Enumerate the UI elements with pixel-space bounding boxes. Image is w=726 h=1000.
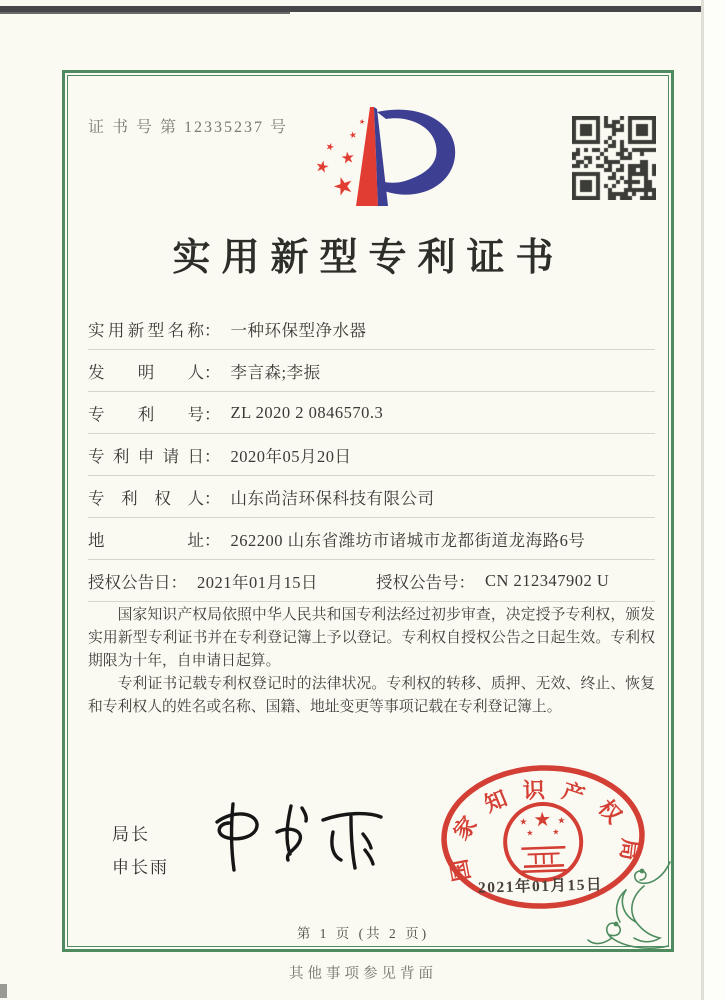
emblem-star-icon: ★ xyxy=(552,827,560,837)
field-value: 李言森;李振 xyxy=(230,362,321,382)
legal-paragraph-1: 国家知识产权局依照中华人民共和国专利法经过初步审查，决定授予专利权，颁发实用新型专利证书并在专利登记簿上予以登记。专利权自授权公告之日起生效。专利权期限为十年，自申请日起算。 xyxy=(88,607,655,669)
colon: ： xyxy=(204,446,221,466)
signer-block xyxy=(112,818,169,884)
qr-code xyxy=(572,116,656,200)
field-utility-model-name xyxy=(88,308,655,350)
field-value: 2020年05月20日 xyxy=(230,446,352,466)
emblem-star-icon: ★ xyxy=(532,806,552,832)
field-patent-number xyxy=(88,392,655,434)
logo-star-icon: ★ xyxy=(313,155,332,178)
logo-star-icon: ★ xyxy=(328,169,358,203)
field-grant-date xyxy=(88,560,655,602)
field-value: 山东尚洁环保科技有限公司 xyxy=(230,488,435,508)
field-label: 授权公告日 xyxy=(88,572,171,592)
certificate-title: 实用新型专利证书 xyxy=(172,237,565,279)
paper-right-margin xyxy=(704,0,726,1000)
field-address xyxy=(88,518,655,560)
field-inventor xyxy=(88,350,655,392)
seal-date: 2021年01月15日 xyxy=(477,876,604,897)
field-label: 授权公告号 xyxy=(376,572,459,592)
field-filing-date xyxy=(88,434,655,476)
colon: ： xyxy=(204,488,221,508)
field-label: 发明人 xyxy=(88,362,204,382)
certificate-number: 证 书 号 第 12335237 号 xyxy=(88,119,289,136)
scan-corner-mark xyxy=(0,984,7,998)
field-label: 地址 xyxy=(88,530,204,550)
emblem-star-icon: ★ xyxy=(519,817,528,828)
logo-star-icon: ★ xyxy=(348,130,359,142)
colon: ： xyxy=(204,530,221,550)
director-signature xyxy=(205,790,395,875)
logo-star-icon: ★ xyxy=(339,147,357,168)
field-value: 2021年01月15日 xyxy=(197,572,318,592)
legal-paragraph-2: 专利证书记载专利权登记时的法律状况。专利权的转移、质押、无效、终止、恢复和专利权人的姓名或名称、国籍、地址变更等事项记载在专利登记簿上。 xyxy=(88,676,655,715)
field-value: CN 212347902 U xyxy=(485,570,610,590)
legal-text xyxy=(88,604,655,719)
field-value: 262200 山东省潍坊市诸城市龙都街道龙海路6号 xyxy=(230,530,586,550)
national-emblem-icon xyxy=(504,803,583,882)
field-label: 专利权人 xyxy=(88,488,204,508)
signer-title: 局长 xyxy=(112,825,150,844)
field-label: 专利申请日 xyxy=(88,446,204,466)
back-side-note: 其他事项参见背面 xyxy=(289,966,437,982)
emblem-star-icon: ★ xyxy=(557,816,566,827)
emblem-star-icon: ★ xyxy=(526,828,534,838)
logo-star-icon: ★ xyxy=(358,117,366,127)
colon: ： xyxy=(458,572,475,592)
colon: ： xyxy=(204,404,221,424)
seal-ring-text: 国家知识产权局 xyxy=(443,777,644,884)
scan-edge-top-2 xyxy=(0,12,290,14)
signer-name: 申长雨 xyxy=(112,858,169,877)
colon: ： xyxy=(204,320,221,340)
colon: ： xyxy=(170,572,187,592)
field-label: 专利号 xyxy=(88,404,204,424)
field-patentee xyxy=(88,476,655,518)
colon: ： xyxy=(204,362,221,382)
field-label: 实用新型名称 xyxy=(88,320,204,340)
certificate-fields xyxy=(88,308,655,602)
emblem-gate-icon xyxy=(519,847,568,872)
logo-star-icon: ★ xyxy=(323,140,336,155)
page-number: 第 1 页 (共 2 页) xyxy=(296,926,430,941)
field-publication-number xyxy=(376,569,609,593)
cnipa-logo-icon xyxy=(292,102,472,214)
field-value: 一种环保型净水器 xyxy=(230,320,367,340)
field-value: ZL 2020 2 0846570.3 xyxy=(230,402,384,422)
